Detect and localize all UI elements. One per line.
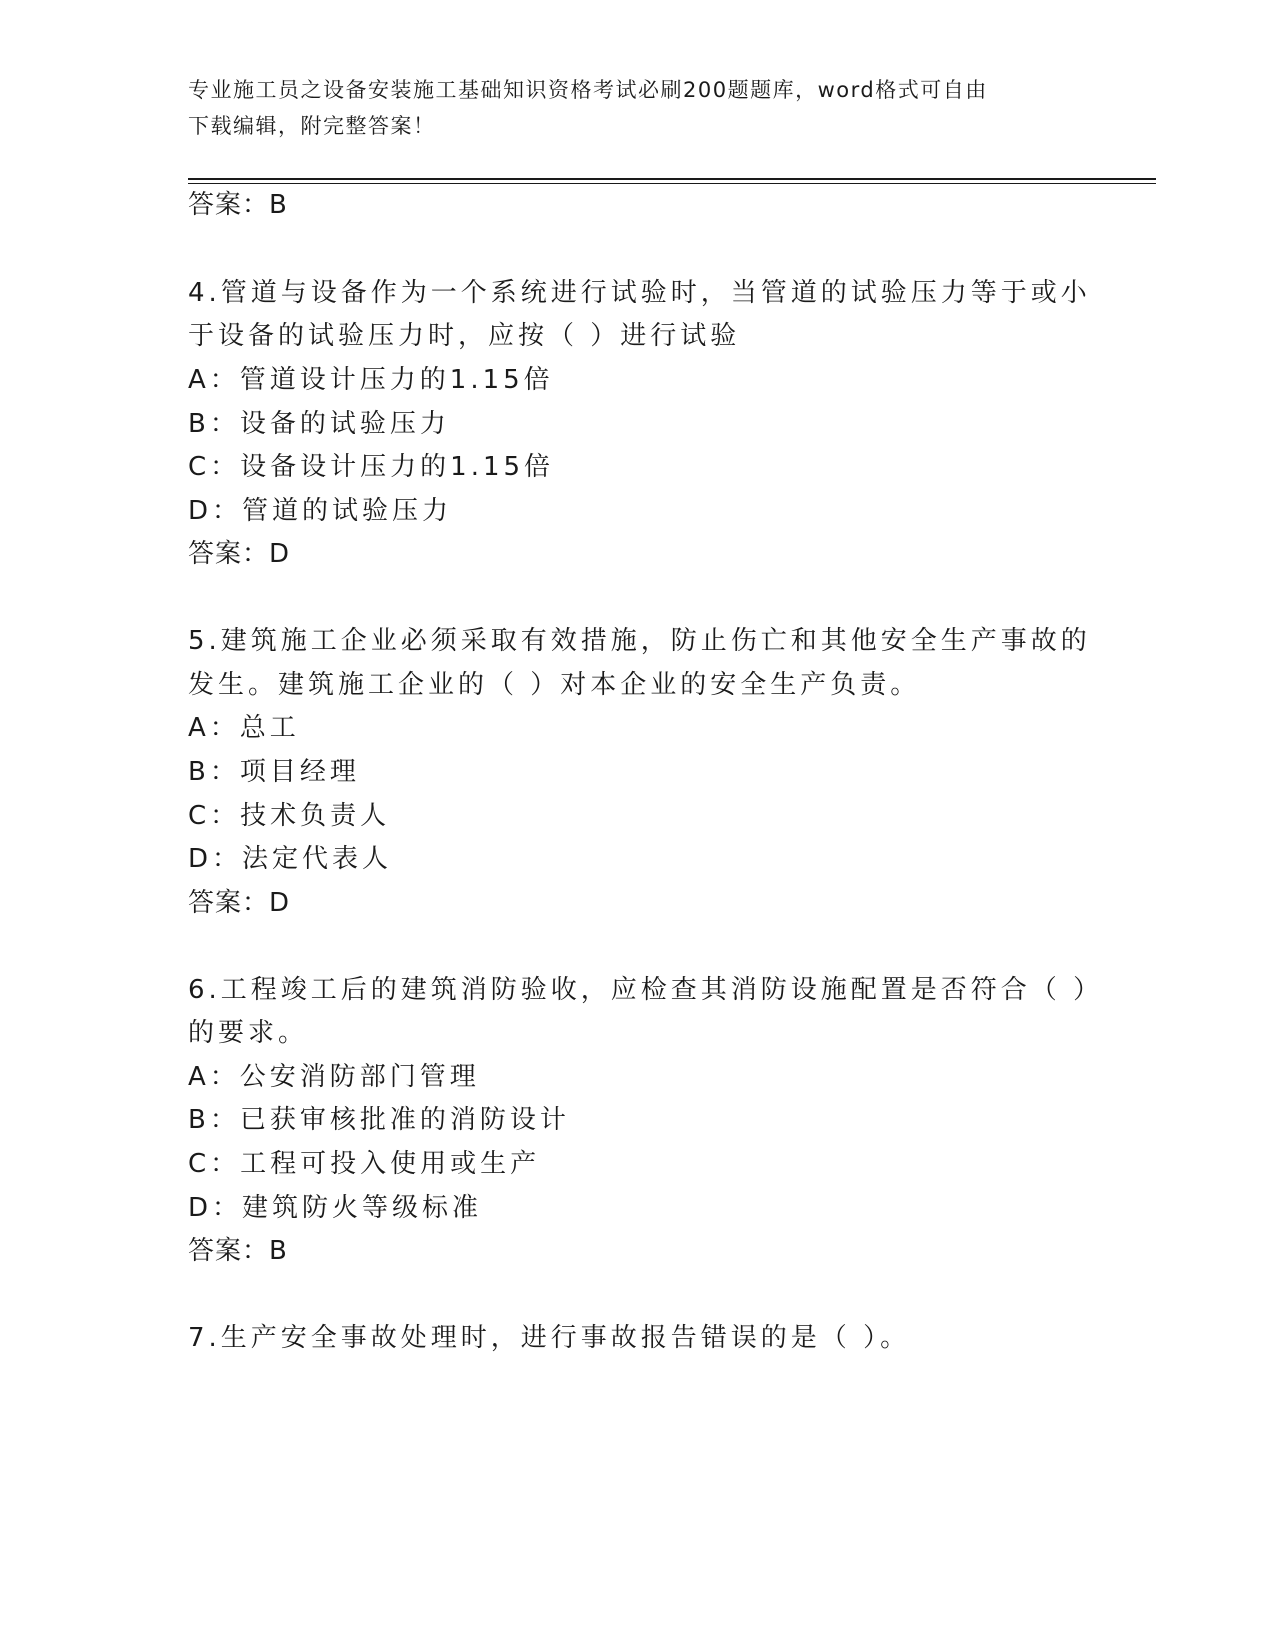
question-4-answer: 答案：D	[188, 539, 291, 569]
question-5-stem-line-2: 发生。建筑施工企业的（ ）对本企业的安全生产负责。	[188, 670, 921, 700]
question-6-option-c: C：工程可投入使用或生产	[188, 1149, 541, 1179]
question-4-stem-line-2: 于设备的试验压力时，应按（ ）进行试验	[188, 321, 741, 351]
question-5-option-a: A：总工	[188, 713, 300, 743]
question-5-answer: 答案：D	[188, 888, 291, 918]
question-6-stem-line-2: 的要求。	[188, 1018, 309, 1048]
question-4-option-b: B：设备的试验压力	[188, 409, 450, 439]
question-4-option-a: A：管道设计压力的1.15倍	[188, 365, 554, 395]
document-header	[188, 72, 1068, 144]
header-line-2: 下载编辑，附完整答案！	[188, 114, 436, 138]
header-line-1: 专业施工员之设备安装施工基础知识资格考试必刷200题题库，word格式可自由	[188, 78, 988, 102]
question-6-answer: 答案：B	[188, 1236, 288, 1266]
question-6-option-d: D：建筑防火等级标准	[188, 1193, 483, 1223]
question-4-option-c: C：设备设计压力的1.15倍	[188, 452, 555, 482]
question-7-stem-line-1: 7.生产安全事故处理时，进行事故报告错误的是（ ）。	[188, 1323, 911, 1353]
question-6-option-b: B：已获审核批准的消防设计	[188, 1105, 570, 1135]
previous-answer: 答案：B	[188, 190, 288, 220]
question-6-stem-line-1: 6.工程竣工后的建筑消防验收，应检查其消防设施配置是否符合（ ）	[188, 975, 1104, 1005]
question-5-option-b: B：项目经理	[188, 757, 360, 787]
question-5-option-c: C：技术负责人	[188, 801, 391, 831]
question-6-option-a: A：公安消防部门管理	[188, 1062, 480, 1092]
question-5-stem-line-1: 5.建筑施工企业必须采取有效措施，防止伤亡和其他安全生产事故的	[188, 626, 1091, 656]
header-divider-thin	[188, 183, 1156, 184]
question-4-stem-line-1: 4.管道与设备作为一个系统进行试验时，当管道的试验压力等于或小	[188, 278, 1091, 308]
header-divider-thick	[188, 178, 1156, 180]
question-4-option-d: D：管道的试验压力	[188, 496, 453, 526]
question-5-option-d: D：法定代表人	[188, 844, 393, 874]
